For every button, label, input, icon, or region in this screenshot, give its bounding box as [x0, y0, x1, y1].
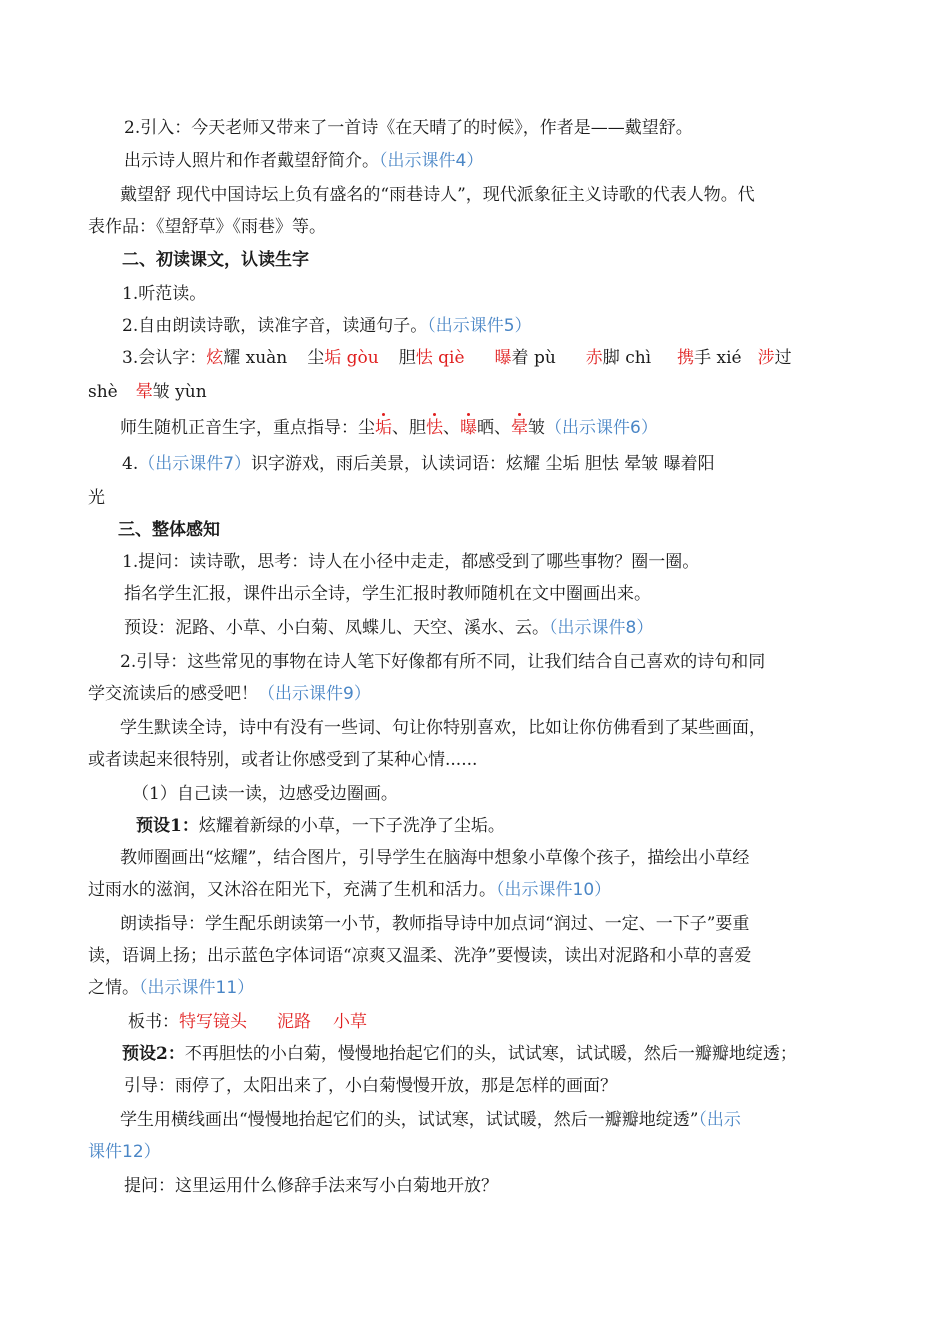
paragraph-word-game — [122, 452, 880, 476]
text: shè — [88, 382, 118, 402]
paragraph-preset-1 — [136, 814, 880, 838]
paragraph-pronunciation — [120, 416, 880, 440]
courseware-tag: （出示课件8） — [549, 618, 654, 638]
text: 2.引入：今天老师又带来了一首诗《在天晴了的时候》，作者是——戴望舒。 — [124, 118, 693, 138]
paragraph-underline-cont — [88, 1140, 880, 1164]
text: 师生随机正音生字，重点指导：尘 — [120, 418, 375, 438]
char-red: 曝 — [494, 348, 512, 368]
paragraph-silent-read-cont — [88, 748, 880, 772]
text: 指名学生汇报，课件出示全诗，学生汇报时教师随机在文中圈画出来。 — [124, 584, 651, 604]
text: （1）自己读一读，边感受边圈画。 — [132, 784, 398, 804]
text: 皱 — [528, 418, 545, 438]
text: 2.引导：这些常见的事物在诗人笔下好像都有所不同，让我们结合自己喜欢的诗句和同 — [120, 652, 766, 672]
paragraph-reading-guide-cont — [88, 944, 880, 968]
heading: 二、初读课文，认读生字 — [122, 250, 309, 270]
section-heading-2 — [122, 248, 880, 272]
paragraph-silent-read — [120, 716, 880, 740]
board-item: 小草 — [333, 1012, 367, 1032]
paragraph-step-1 — [132, 782, 880, 806]
paragraph-guide — [120, 650, 880, 674]
text: 胆 — [398, 348, 416, 368]
preset-label: 预设2： — [122, 1044, 185, 1064]
pinyin-red: qiè — [432, 348, 465, 368]
text: 手 xié — [694, 348, 742, 368]
paragraph-preset-2 — [122, 1042, 880, 1066]
text: 脚 chì — [602, 348, 652, 368]
text: 2.自由朗读诗歌，读准字音，读通句子。 — [122, 316, 428, 336]
text: 学交流读后的感受吧！ — [88, 684, 258, 704]
text: 学生用横线画出“慢慢地抬起它们的头，试试寒，试试暖，然后一瓣瓣地绽透” — [120, 1110, 699, 1130]
paragraph-characters-cont — [88, 380, 880, 404]
courseware-tag: （出示课件10） — [496, 880, 612, 900]
text: 尘 — [307, 348, 325, 368]
text: 着 pù — [511, 348, 556, 368]
paragraph-word-game-cont — [88, 486, 880, 510]
paragraph-show-poet — [124, 149, 880, 173]
courseware-tag: 课件12） — [88, 1142, 161, 1162]
board-item: 泥路 — [277, 1012, 311, 1032]
pinyin-red: gòu — [341, 348, 379, 368]
text: 1.听范读。 — [122, 284, 207, 304]
paragraph-reading-guide — [120, 912, 880, 936]
section-heading-3 — [118, 518, 880, 542]
courseware-tag: （出示课件6） — [545, 418, 658, 438]
text: 预设：泥路、小草、小白菊、凤蝶儿、天空、溪水、云。 — [124, 618, 549, 638]
paragraph-characters — [122, 346, 880, 370]
text: 教师圈画出“炫耀”，结合图片，引导学生在脑海中想象小草像个孩子，描绘出小草经 — [120, 848, 750, 868]
text: 炫耀着新绿的小草，一下子洗净了尘垢。 — [198, 816, 505, 836]
text: 过 — [774, 348, 792, 368]
paragraph-board — [128, 1010, 880, 1034]
char-red-dotted: 曝 — [460, 418, 477, 438]
text: 晒、 — [477, 418, 511, 438]
text: 之情。 — [88, 978, 139, 998]
text: 过雨水的滋润，又沐浴在阳光下，充满了生机和活力。 — [88, 880, 496, 900]
paragraph-preset — [124, 616, 880, 640]
paragraph-free-read — [122, 314, 880, 338]
paragraph-poet-bio-cont — [88, 215, 880, 239]
paragraph-poet-bio — [120, 183, 880, 207]
text: 引导：雨停了，太阳出来了，小白菊慢慢开放，那是怎样的画面？ — [124, 1076, 617, 1096]
text: 、胆 — [392, 418, 426, 438]
text: 提问：这里运用什么修辞手法来写小白菊地开放？ — [124, 1176, 498, 1196]
text: 1.提问：读诗歌，思考：诗人在小径中走走，都感受到了哪些事物？圈一圈。 — [122, 552, 700, 572]
paragraph-report — [124, 582, 880, 606]
text: 朗读指导：学生配乐朗读第一小节，教师指导诗中加点词“润过、一定、一下子”要重 — [120, 914, 750, 934]
courseware-tag: （出示课件4） — [379, 151, 484, 171]
text: 读，语调上扬；出示蓝色字体词语“凉爽又温柔、洗净”要慢读，读出对泥路和小草的喜爱 — [88, 946, 752, 966]
text: 板书： — [128, 1012, 179, 1032]
char-red: 炫 — [206, 348, 224, 368]
paragraph-question-1 — [122, 550, 880, 574]
board-item: 特写镜头 — [179, 1012, 247, 1032]
char-red: 赤 — [585, 348, 603, 368]
text: 光 — [88, 488, 105, 508]
courseware-tag: （出示课件11） — [139, 978, 255, 998]
char-red-dotted: 晕 — [511, 418, 528, 438]
paragraph-intro — [124, 116, 880, 140]
paragraph-question-2 — [124, 1174, 880, 1198]
paragraph-underline — [120, 1108, 880, 1132]
char-red: 涉 — [757, 348, 775, 368]
paragraph-listen — [122, 282, 880, 306]
char-red: 携 — [677, 348, 695, 368]
courseware-tag: （出示课件5） — [427, 316, 532, 336]
courseware-tag: （出示课件7） — [138, 454, 252, 474]
text: 3.会认字： — [122, 348, 207, 368]
text: 识字游戏，雨后美景，认读词语：炫耀 尘垢 胆怯 晕皱 曝着阳 — [251, 454, 715, 474]
paragraph-circle — [120, 846, 880, 870]
paragraph-guide-cont — [88, 682, 880, 706]
text: 或者读起来很特别，或者让你感受到了某种心情...... — [88, 750, 478, 770]
courseware-tag: （出示课件9） — [258, 684, 371, 704]
paragraph-guide-2 — [124, 1074, 880, 1098]
char-red-dotted: 怯 — [426, 418, 443, 438]
text: 耀 xuàn — [223, 348, 288, 368]
text: 表作品：《望舒草》《雨巷》等。 — [88, 217, 326, 237]
char-red: 晕 — [135, 382, 153, 402]
paragraph-reading-guide-end — [88, 976, 880, 1000]
text: 出示诗人照片和作者戴望舒简介。 — [124, 151, 379, 171]
courseware-tag: （出示 — [698, 1110, 741, 1130]
text: 学生默读全诗，诗中有没有一些词、句让你特别喜欢，比如让你仿佛看到了某些画面， — [120, 718, 766, 738]
text: 戴望舒 现代中国诗坛上负有盛名的“雨巷诗人”，现代派象征主义诗歌的代表人物。代 — [120, 185, 755, 205]
preset-label: 预设1： — [136, 816, 199, 836]
heading: 三、整体感知 — [118, 520, 220, 540]
text: 4. — [122, 454, 139, 474]
paragraph-circle-cont — [88, 878, 880, 902]
char-red-dotted: 垢 — [375, 418, 392, 438]
text: 、 — [443, 418, 460, 438]
char-red: 怯 — [415, 348, 433, 368]
text: 皱 yùn — [152, 382, 207, 402]
text: 不再胆怯的小白菊，慢慢地抬起它们的头，试试寒，试试暖，然后一瓣瓣地绽透； — [184, 1044, 797, 1064]
char-red: 垢 — [324, 348, 342, 368]
